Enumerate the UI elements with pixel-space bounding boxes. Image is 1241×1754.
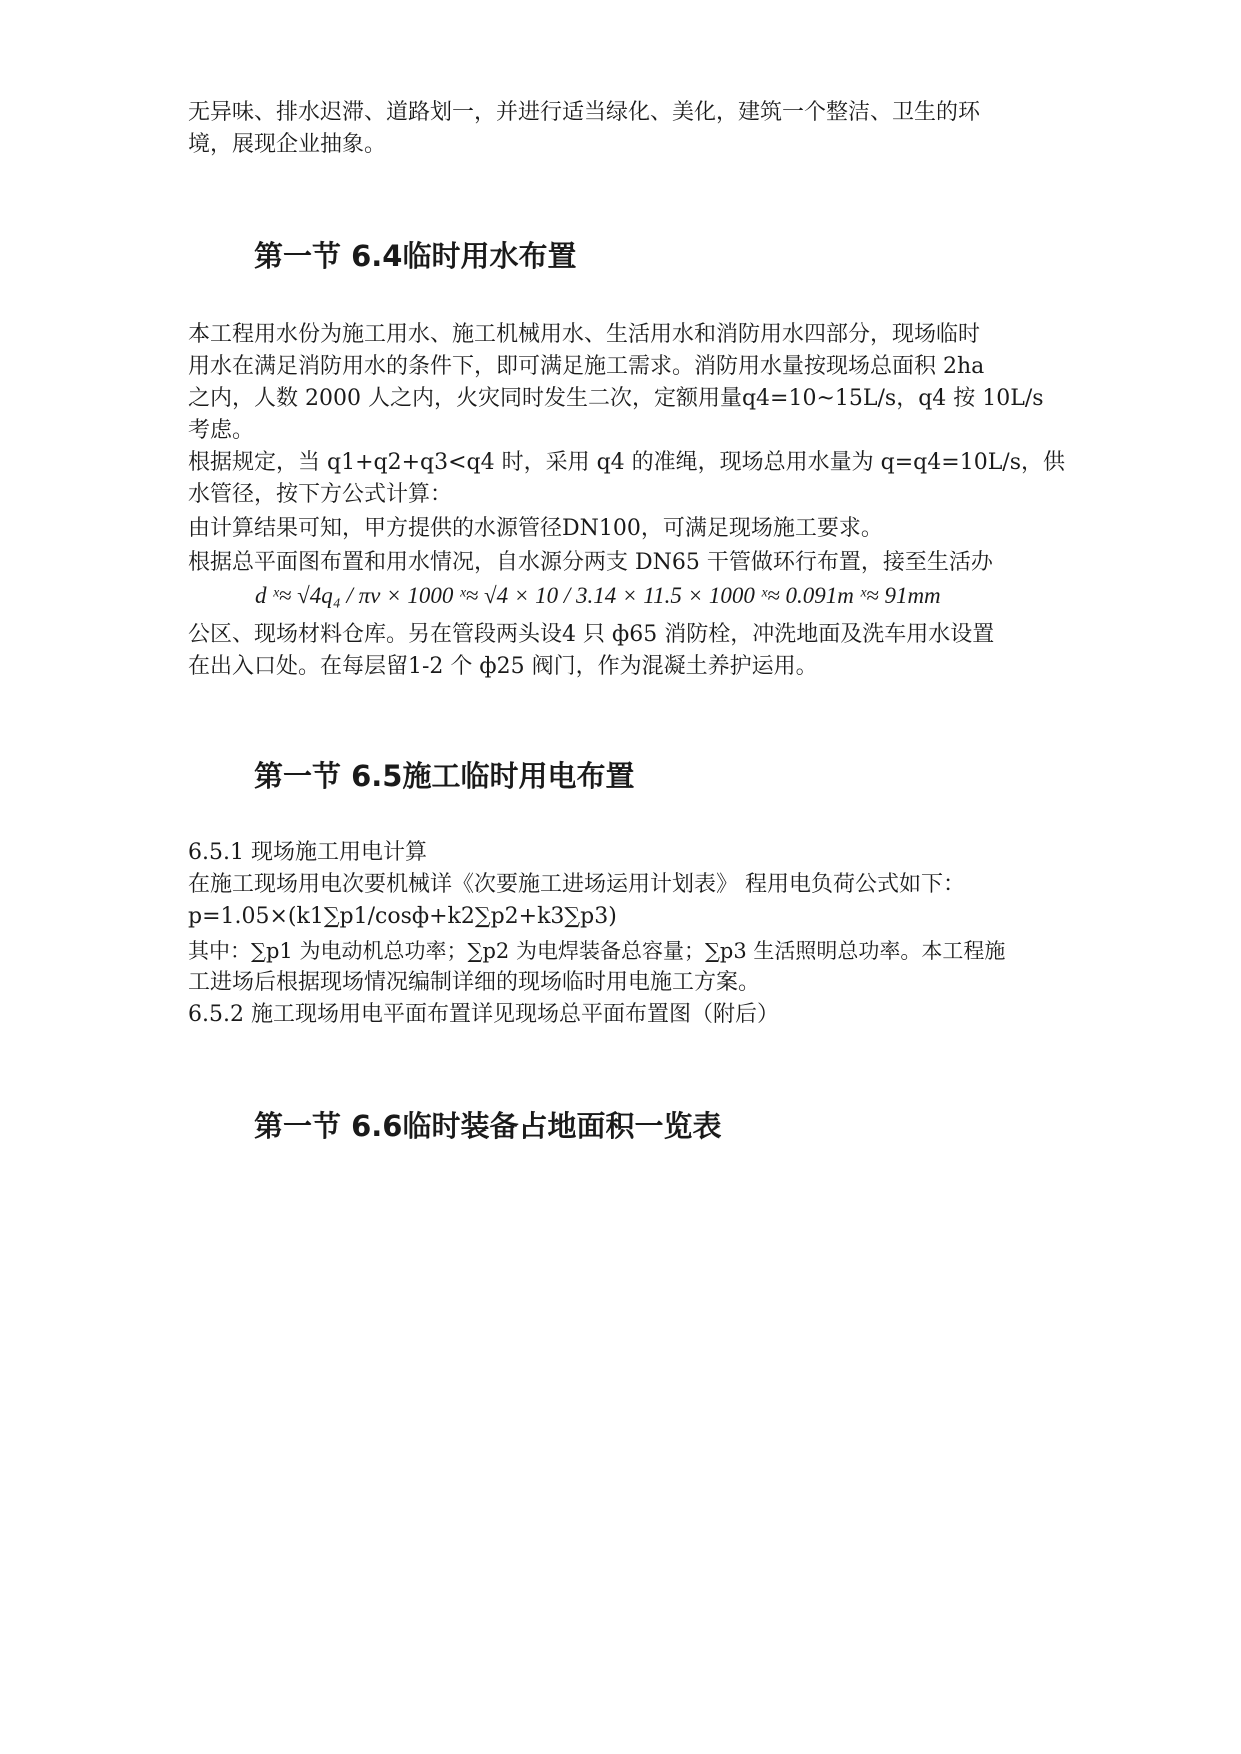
sec64-line: 用水在满足消防用水的条件下，即可满足施工需求。消防用水量按现场总面积 2ha [188,354,985,379]
section-6-6-heading: 第一节 6.6临时装备占地面积一览表 [254,1109,722,1143]
sec65-line: 6.5.1 现场施工用电计算 [188,840,427,865]
sec64-line: 根据总平面图布置和用水情况，自水源分两支 DN65 干管做环行布置，接至生活办 [188,550,993,575]
sec64-line: 由计算结果可知，甲方提供的水源管径DN100，可满足现场施工要求。 [188,516,883,541]
sec65-line: 在施工现场用电次要机械详《次要施工进场运用计划表》 程用电负荷公式如下： [188,872,965,897]
sec64-line: 之内，人数 2000 人之内，火灾同时发生二次，定额用量q4=10~15L/s，q4 按 10L/s [188,386,1044,411]
sec64-line: 根据规定，当 q1+q2+q3<q4 时，采用 q4 的准绳，现场总用水量为 q=q4=10L/s，供 [188,450,1066,475]
sec65-line: p=1.05×(k1∑p1/cosф+k2∑p2+k3∑p3) [188,904,617,929]
section-6-5-heading: 第一节 6.5施工临时用电布置 [254,759,635,793]
sec64-line: 本工程用水份为施工用水、施工机械用水、生活用水和消防用水四部分，现场临时 [188,322,981,347]
intro-line-2: 境，展现企业抽象。 [188,132,387,157]
pipe-diameter-formula: d ˣ≈ √4q₄ / πv × 1000 ˣ≈ √4 × 10 / 3.14 × 11.5 × 1000 ˣ≈ 0.091m ˣ≈ 91mm [255,583,941,608]
sec64-line: 水管径，按下方公式计算： [188,482,453,507]
sec64-line: 公区、现场材料仓库。另在管段两头设4 只 ф65 消防栓，冲洗地面及洗车用水设置 [188,622,995,647]
sec64-line: 在出入口处。在每层留1-2 个 ф25 阀门，作为混凝土养护运用。 [188,654,818,679]
intro-line-1: 无异味、排水迟滞、道路划一，并进行适当绿化、美化，建筑一个整洁、卫生的环 [188,100,981,125]
sec65-line: 工进场后根据现场情况编制详细的现场临时用电施工方案。 [188,970,761,995]
sec65-line: 其中：∑p1 为电动机总功率；∑p2 为电焊装备总容量；∑p3 生活照明总功率。本工程施 [188,939,1006,963]
sec65-line: 6.5.2 施工现场用电平面布置详见现场总平面布置图（附后） [188,1002,779,1027]
sec64-line: 考虑。 [188,418,255,443]
section-6-4-heading: 第一节 6.4临时用水布置 [254,239,577,273]
